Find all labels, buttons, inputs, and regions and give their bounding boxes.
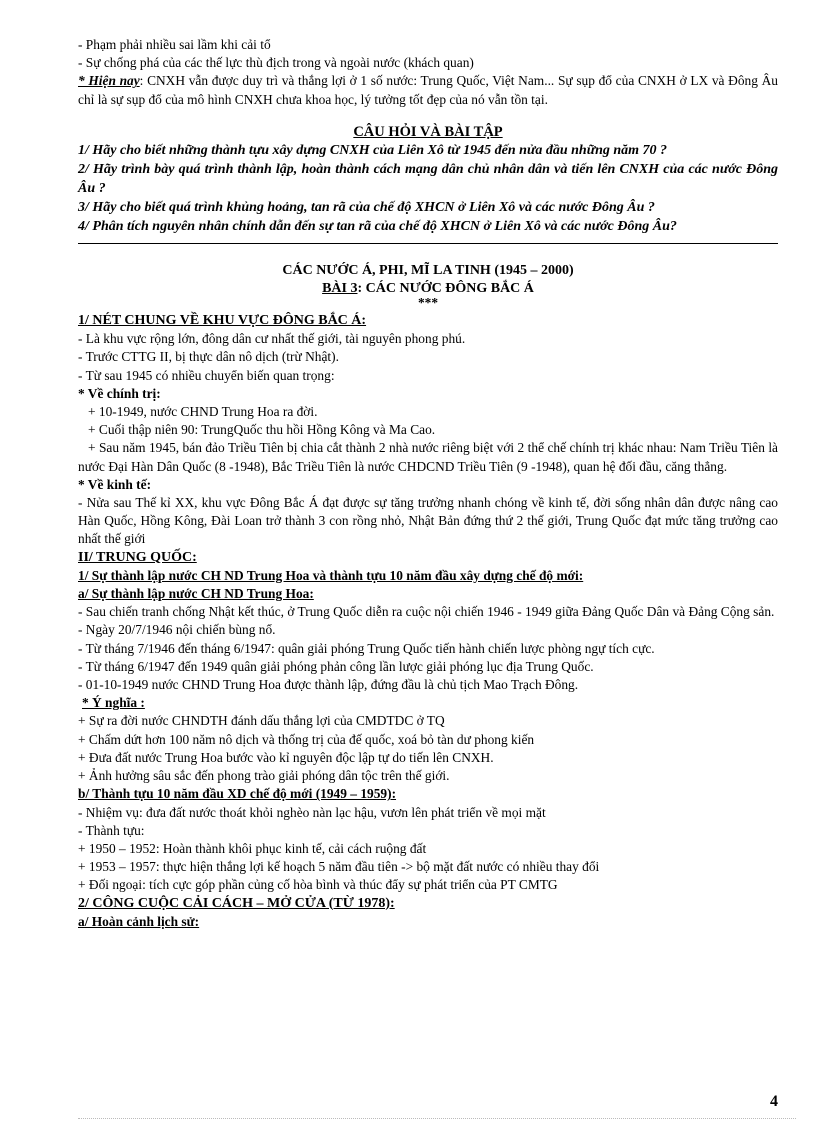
paragraph: - Sau chiến tranh chống Nhật kết thúc, ở Trung Quốc diễn ra cuộc nội chiến 1946 - 1949 giữa Đảng Quốc Dân và Đảng Cộng sản. — [78, 604, 775, 620]
now-label: * Hiện nay — [78, 73, 140, 89]
subsection-1: 1/ Sự thành lập nước CH ND Trung Hoa và thành tựu 10 năm đầu xây dựng chế độ mới: — [78, 567, 584, 583]
now-text: : CNXH vẫn được duy trì và thắng lợi ở 1 số nước: Trung Quốc, Việt Nam... Sự sụp đổ của CNXH ở LX và Đông Âu chỉ là sự sụp đổ của mô hình CNXH chưa khoa học, lý tưởng tốt đẹp của nó vẫn tồn tại. — [78, 73, 778, 107]
text-line: - Trước CTTG II, bị thực dân nô dịch (trừ Nhật). — [78, 349, 339, 365]
divider — [78, 243, 778, 244]
politics-label: * Về chính trị: — [78, 385, 161, 401]
text-line: + Đưa đất nước Trung Hoa bước vào kỉ nguyên độc lập tự do tiến lên CNXH. — [78, 749, 494, 765]
text-line: + 1950 – 1952: Hoàn thành khôi phục kinh tế, cải cách ruộng đất — [78, 840, 427, 856]
document-page — [78, 36, 778, 931]
text-line: + Sự ra đời nước CHNDTH đánh dấu thắng lợi của CMDTDC ở TQ — [78, 713, 445, 729]
text-line: + Ảnh hưởng sâu sắc đến phong trào giải phóng dân tộc trên thế giới. — [78, 768, 450, 784]
subsection-1a: a/ Sự thành lập nước CH ND Trung Hoa: — [78, 586, 314, 602]
stars: *** — [417, 295, 439, 311]
lesson-name: : CÁC NƯỚC ĐÔNG BẮC Á — [357, 281, 534, 297]
meaning-label: * Ý nghĩa : — [82, 695, 145, 711]
question-1: 1/ Hãy cho biết những thành tựu xây dựng CNXH của Liên Xô từ 1945 đến nửa đầu những năm 70 ? — [78, 143, 668, 159]
question-3: 3/ Hãy cho biết quá trình khủng hoảng, tan rã của chế độ XHCN ở Liên Xô và các nước Đông Âu ? — [78, 200, 655, 216]
text-line: - Ngày 20/7/1946 nội chiến bùng nổ. — [78, 622, 276, 638]
text-line: - Nhiệm vụ: đưa đất nước thoát khỏi nghèo nàn lạc hậu, vươn lên phát triển về mọi mặt — [78, 804, 546, 820]
section-1-heading: 1/ NÉT CHUNG VỀ KHU VỰC ĐÔNG BẮC Á: — [78, 313, 367, 329]
text-line: - Sự chống phá của các thế lực thù địch trong và ngoài nước (khách quan) — [78, 55, 474, 71]
text-line: - Từ tháng 6/1947 đến 1949 quân giải phóng phản công lần lược giải phóng lục địa Trung Quốc. — [78, 658, 594, 674]
text-line: + 10-1949, nước CHND Trung Hoa ra đời. — [88, 404, 318, 420]
subsection-1b: b/ Thành tựu 10 năm đầu XD chế độ mới (1949 – 1959): — [78, 786, 397, 802]
page-number: 4 — [770, 1093, 778, 1110]
question-4: 4/ Phân tích nguyên nhân chính dẫn đến sự tan rã của chế độ XHCN ở Liên Xô và các nước Đông Âu? — [78, 219, 677, 235]
economy-label: * Về kinh tế: — [78, 476, 152, 492]
part-title: CÁC NƯỚC Á, PHI, MĨ LA TINH (1945 – 2000) — [282, 263, 574, 279]
text-line: - Phạm phải nhiều sai lầm khi cải tổ — [78, 37, 271, 52]
section-2-heading: II/ TRUNG QUỐC: — [78, 549, 197, 565]
text-line: - Là khu vực rộng lớn, đông dân cư nhất thế giới, tài nguyên phong phú. — [78, 331, 466, 347]
text-line: + Cuối thập niên 90: TrungQuốc thu hồi Hồng Kông và Ma Cao. — [88, 422, 436, 438]
subsection-2a: a/ Hoàn cảnh lịch sử: — [78, 913, 200, 929]
text-line: - 01-10-1949 nước CHND Trung Hoa được thành lập, đứng đầu là chủ tịch Mao Trạch Đông. — [78, 677, 579, 693]
text-line: + Chấm dứt hơn 100 năm nô dịch và thống trị của đế quốc, xoá bỏ tàn dư phong kiến — [78, 731, 535, 747]
lesson-label: BÀI 3 — [322, 281, 358, 297]
questions-heading: CÂU HỎI VÀ BÀI TẬP — [353, 123, 503, 140]
paragraph: - Nửa sau Thế kỉ XX, khu vực Đông Bắc Á đạt được sự tăng trưởng nhanh chóng về kinh tế, đời sống nhân dân được nâng cao Hàn Quốc, Hồng Kông, Đài Loan trở thành 3 con rồng nhỏ, Nhật Bản đứng thứ 2 thế giới, Trung Quốc đạt mức tăng trưởng cao nhất thế giới — [78, 495, 778, 547]
text-line: + Đối ngoại: tích cực góp phần củng cố hòa bình và thúc đẩy sự phát triển của PT CMTG — [78, 877, 558, 893]
subsection-2: 2/ CÔNG CUỘC CẢI CÁCH – MỞ CỬA (TỪ 1978): — [78, 895, 395, 911]
question-2: 2/ Hãy trình bày quá trình thành lập, hoàn thành cách mạng dân chủ nhân dân và tiến lên CNXH của các nước Đông Âu ? — [78, 162, 778, 197]
text-line: + 1953 – 1957: thực hiện thắng lợi kế hoạch 5 năm đầu tiên -> bộ mặt đất nước có nhiều thay đổi — [78, 859, 600, 875]
text-line: - Thành tựu: — [78, 822, 145, 838]
paragraph: + Sau năm 1945, bán đảo Triều Tiên bị chia cắt thành 2 nhà nước riêng biệt với 2 thể chế chính trị khác nhau: Nam Triều Tiên là nước Đại Hàn Dân Quốc (8 -1948), Bắc Triều Tiên là nước CHDCND Triều Tiên (9 -1948), quan hệ đối đầu, căng thẳng. — [78, 440, 778, 474]
text-line: - Từ sau 1945 có nhiều chuyển biến quan trọng: — [78, 367, 335, 383]
page-bottom-rule — [78, 1118, 796, 1119]
paragraph: - Từ tháng 7/1946 đến tháng 6/1947: quân giải phóng Trung Quốc tiến hành chiến lược phòng ngự tích cực. — [78, 640, 655, 656]
paragraph-now — [78, 72, 778, 108]
